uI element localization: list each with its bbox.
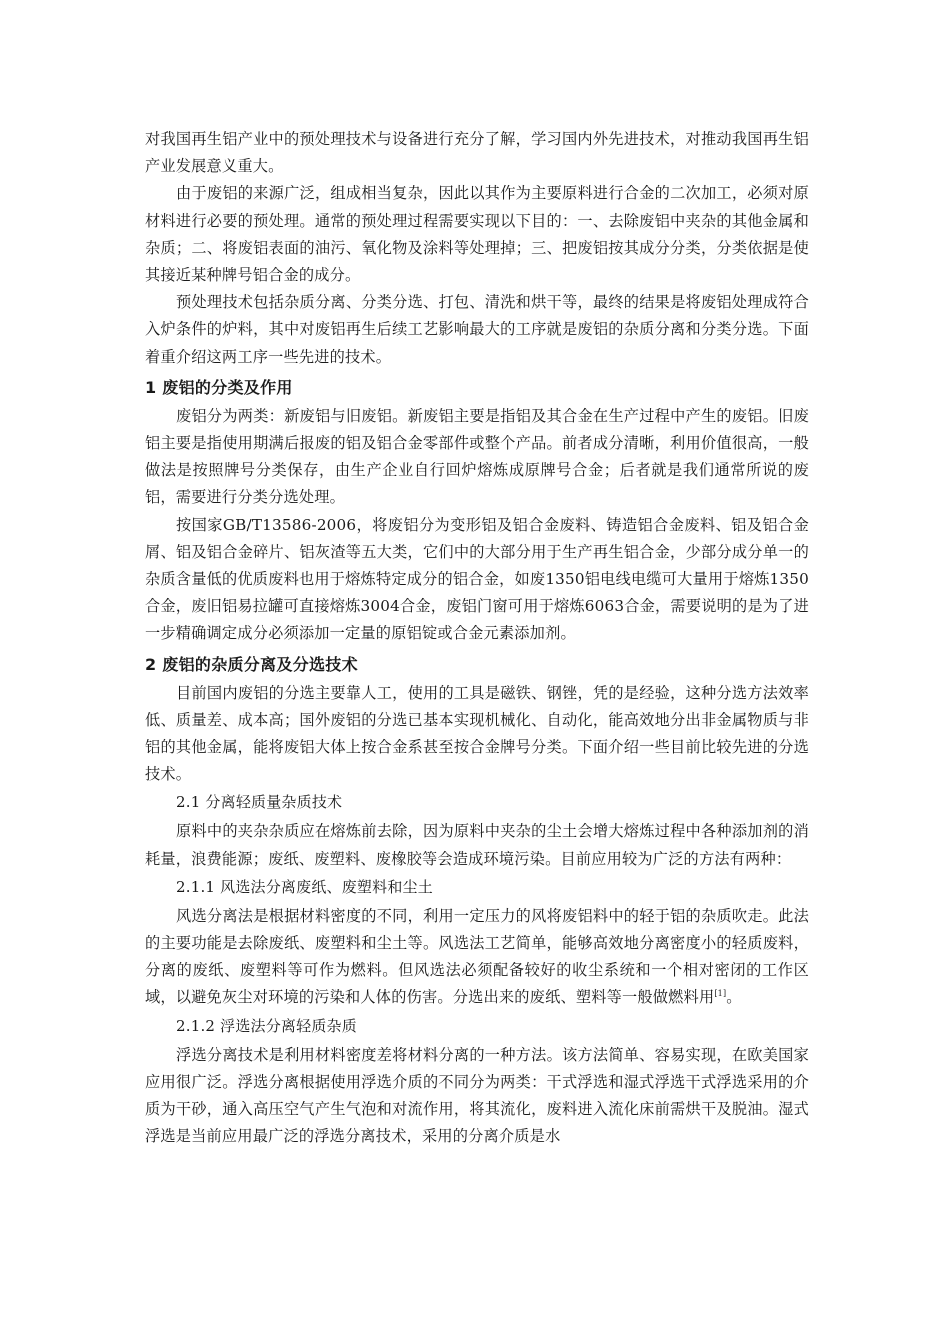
air-separation-end: 。 — [726, 988, 742, 1007]
paragraph-intro: 对我国再生铝产业中的预处理技术与设备进行充分了解，学习国内外先进技术，对推动我国再生铝产业发展意义重大。 — [145, 130, 809, 176]
paragraph-impurity-removal: 原料中的夹杂杂质应在熔炼前去除，因为原料中夹杂的尘土会增大熔炼过程中各种添加剂的消耗量，浪费能源；废纸、废塑料、废橡胶等会造成环境污染。目前应用较为广泛的方法有两种： — [145, 822, 809, 868]
document-page — [145, 126, 809, 1151]
heading-section-2-1-1: 2.1.1 风选法分离废纸、废塑料和尘土 — [176, 877, 433, 896]
air-separation-text: 风选分离法是根据材料密度的不同，利用一定压力的风将废铝料中的轻于铝的杂质吹走。此法的主要功能是去除废纸、废塑料和尘土等。风选法工艺简单，能够高效地分离密度小的轻质废料，分离的废纸、废塑料等可作为燃料。但风选法必须配备较好的收尘系统和一个相对密闭的工作区域，以避免灰尘对环境的污染和人体的伤害。分选出来的废纸、塑料等一般做燃料用 — [145, 906, 809, 1007]
heading-section-2-1: 2.1 分离轻质量杂质技术 — [176, 793, 343, 812]
paragraph-air-separation — [145, 903, 809, 1012]
paragraph-flotation-separation: 浮选分离技术是利用材料密度差将材料分离的一种方法。该方法简单、容易实现，在欧美国家应用很广泛。浮选分离根据使用浮选介质的不同分为两类：干式浮选和湿式浮选干式浮选采用的介质为干砂，通入高压空气产生气泡和对流作用，将其流化，废料进入流化床前需烘干及脱油。湿式浮选是当前应用最广泛的浮选分离技术，采用的分离介质是水 — [145, 1045, 809, 1146]
citation-ref: [1] — [714, 989, 727, 999]
paragraph-sorting-status: 目前国内废铝的分选主要靠人工，使用的工具是磁铁、钢锉，凭的是经验，这种分选方法效率低、质量差、成本高；国外废铝的分选已基本实现机械化、自动化，能高效地分出非金属物质与非铝的其他金属，能将废铝大体上按合金系甚至按合金牌号分类。下面介绍一些目前比较先进的分选技术。 — [145, 683, 809, 784]
heading-section-2: 2 废铝的杂质分离及分选技术 — [145, 654, 358, 674]
paragraph-pretreatment-tech: 预处理技术包括杂质分离、分类分选、打包、清洗和烘干等，最终的结果是将废铝处理成符合入炉条件的炉料，其中对废铝再生后续工艺影响最大的工序就是废铝的杂质分离和分类分选。下面着重介绍这两工序一些先进的技术。 — [145, 293, 809, 366]
heading-section-2-1-2: 2.1.2 浮选法分离轻质杂质 — [176, 1016, 357, 1035]
heading-section-1: 1 废铝的分类及作用 — [145, 377, 293, 397]
paragraph-scrap-types: 废铝分为两类：新废铝与旧废铝。新废铝主要是指铝及其合金在生产过程中产生的废铝。旧废铝主要是指使用期满后报废的铝及铝合金零部件或整个产品。前者成分清晰，利用价值很高，一般做法是按照牌号分类保存，由生产企业自行回炉熔炼成原牌号合金；后者就是我们通常所说的废铝，需要进行分类分选处理。 — [145, 406, 809, 507]
paragraph-national-standard: 按国家GB/T13586-2006，将废铝分为变形铝及铝合金废料、铸造铝合金废料、铝及铝合金屑、铝及铝合金碎片、铝灰渣等五大类，它们中的大部分用于生产再生铝合金，少部分成分单一的杂质含量低的优质废料也用于熔炼特定成分的铝合金，如废1350铝电线电缆可大量用于熔炼1350合金，废旧铝易拉罐可直接熔炼3004合金，废铝门窗可用于熔炼6063合金，需要说明的是为了进一步精确调定成分必须添加一定量的原铝锭或合金元素添加剂。 — [145, 515, 809, 643]
paragraph-pretreatment-purpose: 由于废铝的来源广泛，组成相当复杂，因此以其作为主要原料进行合金的二次加工，必须对原材料进行必要的预处理。通常的预处理过程需要实现以下目的：一、去除废铝中夹杂的其他金属和杂质；二、将废铝表面的油污、氧化物及涂料等处理掉；三、把废铝按其成分分类，分类依据是使其接近某种牌号铝合金的成分。 — [145, 184, 809, 285]
